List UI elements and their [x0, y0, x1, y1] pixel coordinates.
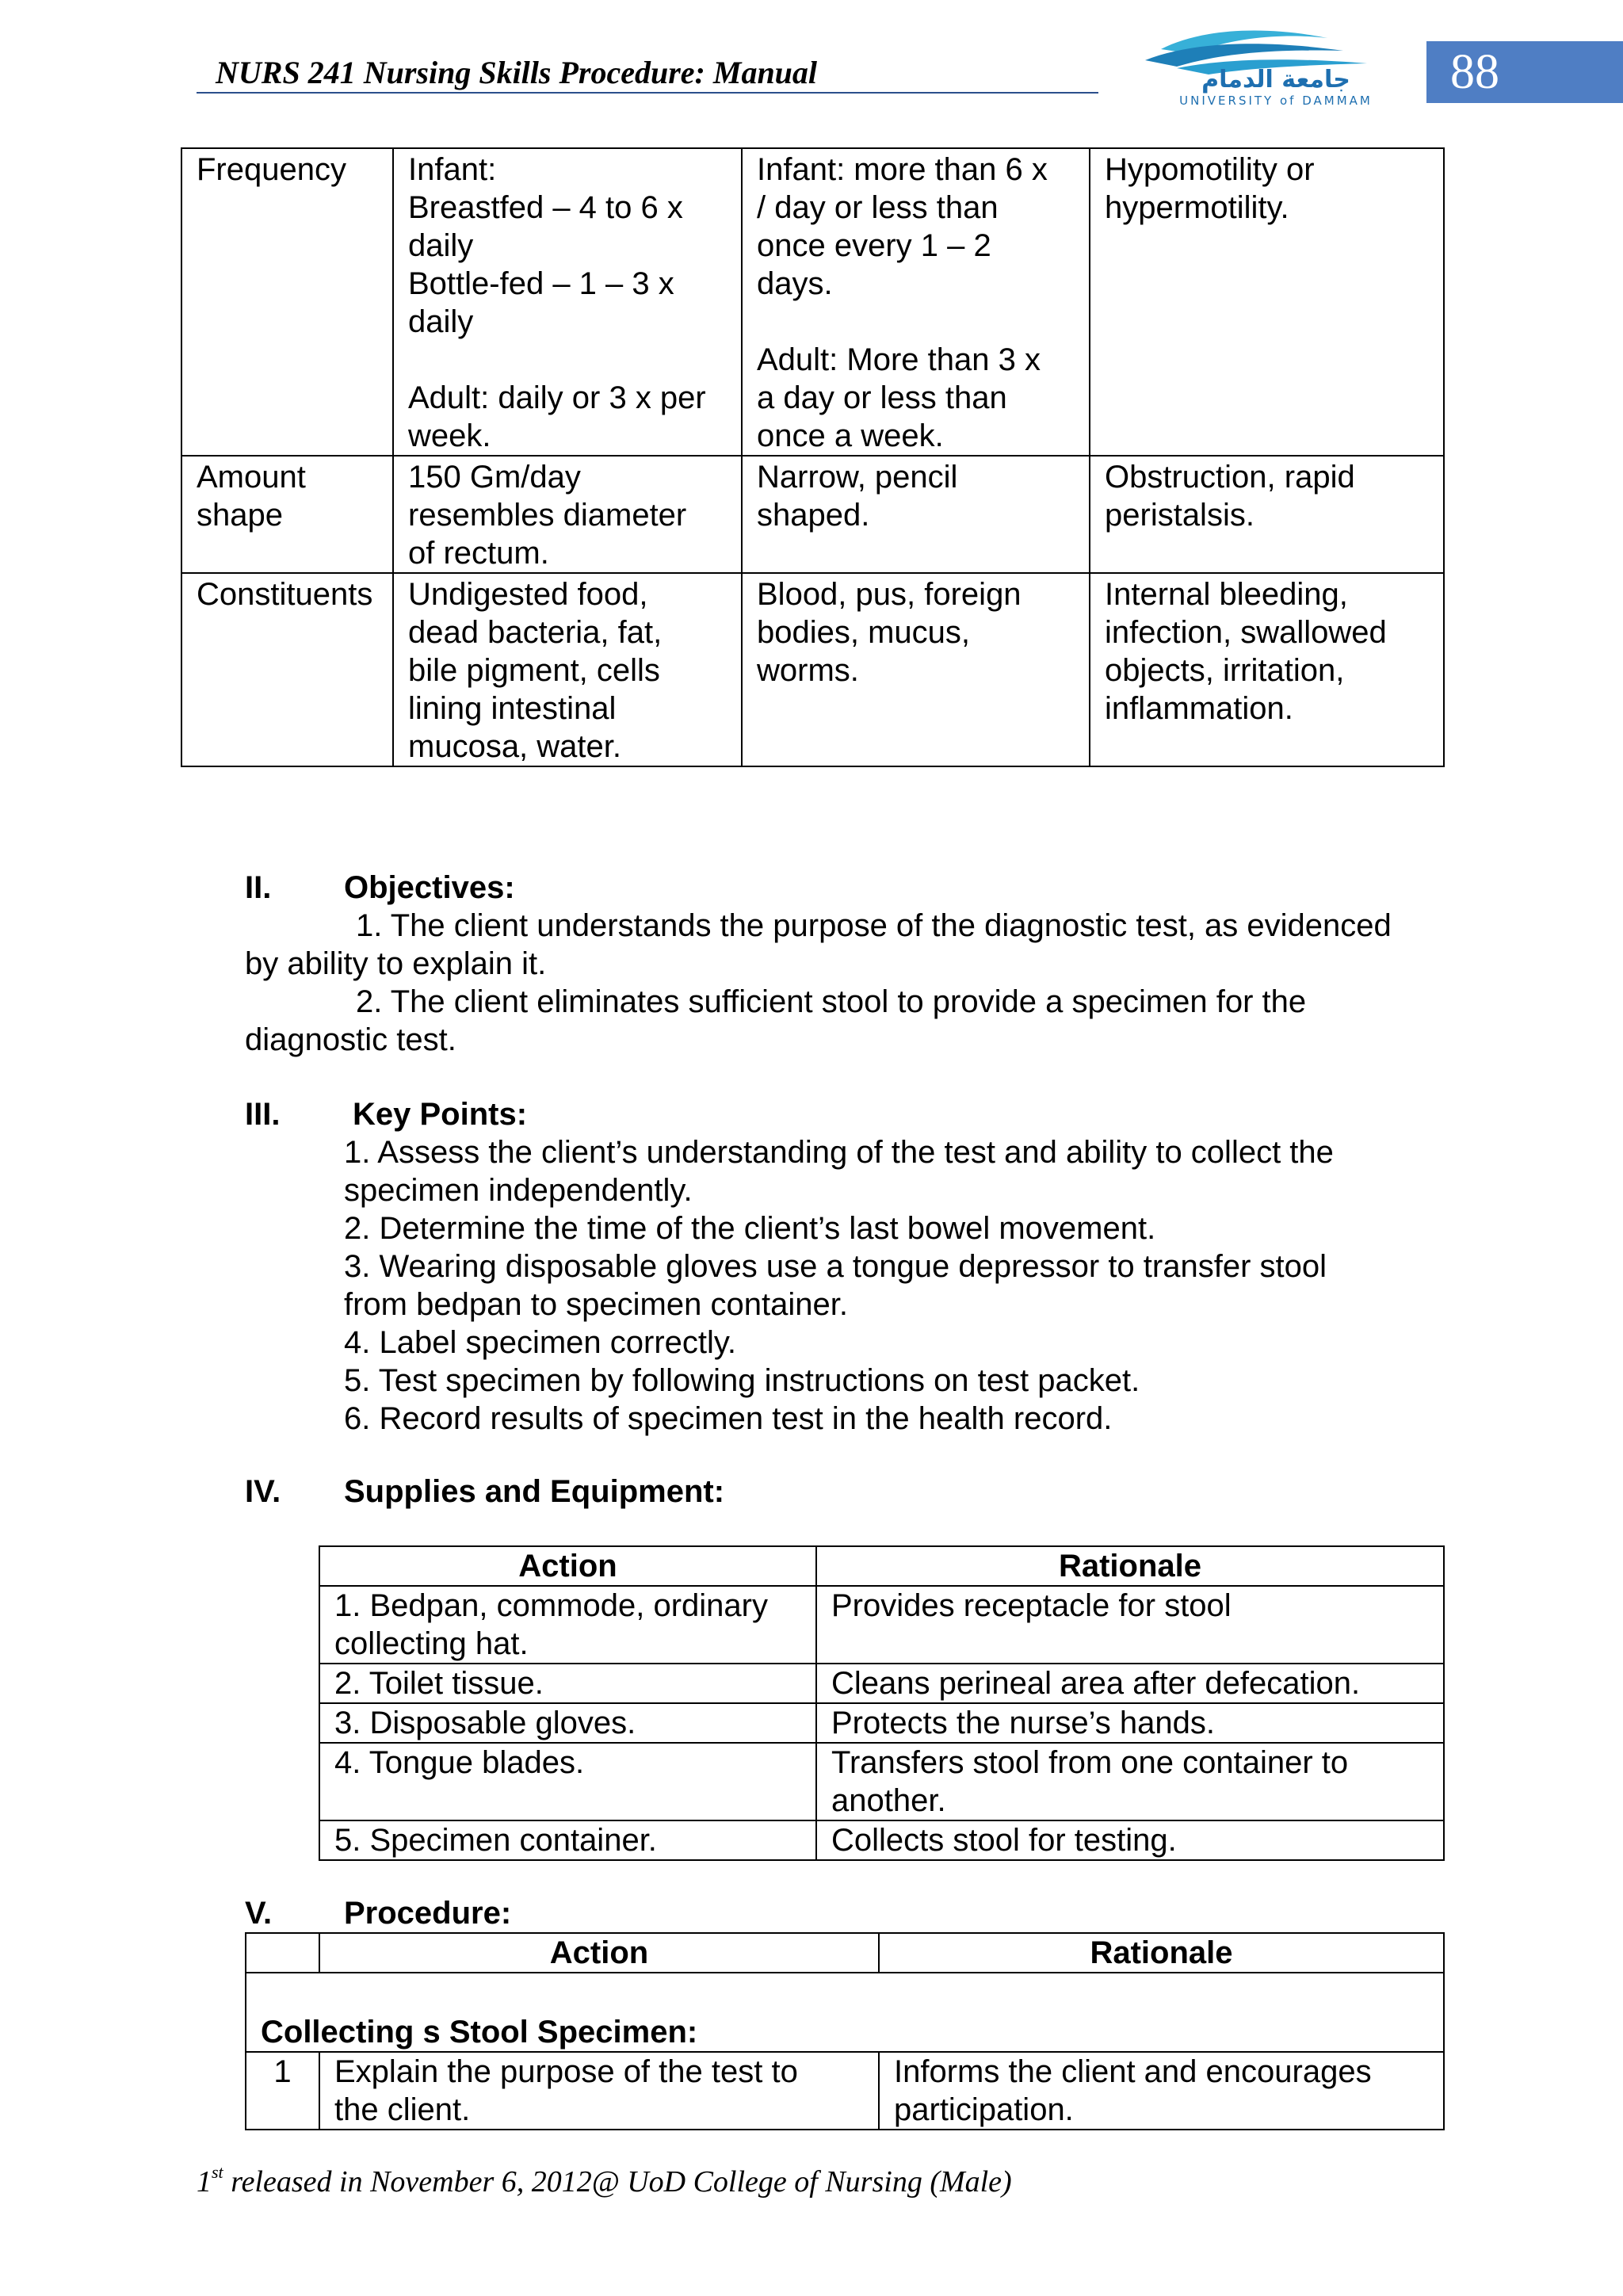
section-number: V. [245, 1896, 273, 1931]
rationale-cell: Provides receptacle for stool [816, 1586, 1444, 1664]
column-header-blank [246, 1933, 319, 1973]
rationale-cell: Collects stool for testing. [816, 1820, 1444, 1860]
section-number: III. [245, 1097, 281, 1132]
footer-prefix: 1 [197, 2165, 212, 2199]
supplies-table [319, 1545, 1445, 1861]
action-cell: 2. Toilet tissue. [319, 1664, 816, 1703]
procedure-subheading: Collecting s Stool Specimen: [246, 1973, 1444, 2052]
section-title: Key Points: [353, 1097, 528, 1132]
section-title: Objectives: [344, 870, 515, 905]
column-header: Action [319, 1546, 816, 1586]
normal-cell: 150 Gm/day resembles diameter of rectum. [393, 456, 742, 573]
table-row [319, 1664, 1444, 1703]
row-label: Amount shape [181, 456, 393, 573]
table-row [319, 1820, 1444, 1860]
action-cell: 5. Specimen container. [319, 1820, 816, 1860]
cause-cell: Internal bleeding, infection, swallowed objects, irritation, inflammation. [1090, 573, 1444, 766]
table-row [319, 1703, 1444, 1743]
action-cell: 3. Disposable gloves. [319, 1703, 816, 1743]
table-row [319, 1743, 1444, 1820]
column-header: Rationale [879, 1933, 1444, 1973]
table-row [181, 573, 1444, 766]
key-point-line: from bedpan to specimen container. [344, 1287, 848, 1322]
document-footer [197, 2164, 1012, 2200]
action-cell: 4. Tongue blades. [319, 1743, 816, 1820]
abnormal-cell: Blood, pus, foreign bodies, mucus, worms. [742, 573, 1090, 766]
section-number: IV. [245, 1474, 281, 1509]
row-label: Frequency [181, 148, 393, 456]
section-number: II. [245, 870, 272, 905]
key-point-line: 1. Assess the client’s understanding of the test and ability to collect the [344, 1135, 1334, 1170]
table-row [181, 456, 1444, 573]
key-point-line: specimen independently. [344, 1173, 693, 1208]
objective-line: diagnostic test. [245, 1022, 456, 1057]
university-logo-icon [1129, 22, 1399, 109]
normal-cell: Infant: Breastfed – 4 to 6 x daily Bottle-fed – 1 – 3 x daily Adult: daily or 3 x per week. [393, 148, 742, 456]
key-point-line: 3. Wearing disposable gloves use a tongue depressor to transfer stool [344, 1249, 1327, 1284]
objective-line: 1. The client understands the purpose of the diagnostic test, as evidenced [356, 908, 1392, 943]
key-point-line: 5. Test specimen by following instructions on test packet. [344, 1363, 1140, 1398]
table-row [181, 148, 1444, 456]
key-point-line: 4. Label specimen correctly. [344, 1325, 737, 1360]
table-header-row [319, 1546, 1444, 1586]
rationale-cell: Informs the client and encourages participation. [879, 2052, 1444, 2130]
footer-text: released in November 6, 2012@ UoD College of Nursing (Male) [223, 2165, 1012, 2199]
header-divider [197, 92, 1098, 94]
step-number: 1 [246, 2052, 319, 2130]
page-number: 88 [1426, 41, 1623, 103]
action-cell: Explain the purpose of the test to the client. [319, 2052, 879, 2130]
row-label: Constituents [181, 573, 393, 766]
stool-characteristics-table [181, 147, 1445, 767]
cause-cell: Hypomotility or hypermotility. [1090, 148, 1444, 456]
objective-line: by ability to explain it. [245, 946, 547, 981]
rationale-cell: Transfers stool from one container to another. [816, 1743, 1444, 1820]
cause-cell: Obstruction, rapid peristalsis. [1090, 456, 1444, 573]
section-title: Supplies and Equipment: [344, 1474, 725, 1509]
normal-cell: Undigested food, dead bacteria, fat, bile pigment, cells lining intestinal mucosa, water. [393, 573, 742, 766]
action-cell: 1. Bedpan, commode, ordinary collecting hat. [319, 1586, 816, 1664]
svg-text:جامعة الدمام: جامعة الدمام [1201, 66, 1350, 94]
svg-text:UNIVERSITY of DAMMAM: UNIVERSITY of DAMMAM [1179, 94, 1373, 108]
rationale-cell: Protects the nurse’s hands. [816, 1703, 1444, 1743]
key-point-line: 2. Determine the time of the client’s last bowel movement. [344, 1211, 1156, 1246]
abnormal-cell: Infant: more than 6 x / day or less than once every 1 – 2 days. Adult: More than 3 x a day or less than once a week. [742, 148, 1090, 456]
key-point-line: 6. Record results of specimen test in the health record. [344, 1401, 1113, 1436]
table-row [319, 1586, 1444, 1664]
column-header: Rationale [816, 1546, 1444, 1586]
footer-superscript: st [212, 2162, 223, 2182]
table-row [246, 2052, 1444, 2130]
section-title: Procedure: [344, 1896, 512, 1931]
university-logo [1129, 22, 1399, 109]
table-header-row [246, 1933, 1444, 1973]
rationale-cell: Cleans perineal area after defecation. [816, 1664, 1444, 1703]
procedure-table [245, 1932, 1445, 2130]
table-subheading-row [246, 1973, 1444, 2052]
column-header: Action [319, 1933, 879, 1973]
abnormal-cell: Narrow, pencil shaped. [742, 456, 1090, 573]
objective-line: 2. The client eliminates sufficient stool to provide a specimen for the [356, 984, 1307, 1019]
document-header-title: NURS 241 Nursing Skills Procedure: Manual [216, 55, 818, 90]
